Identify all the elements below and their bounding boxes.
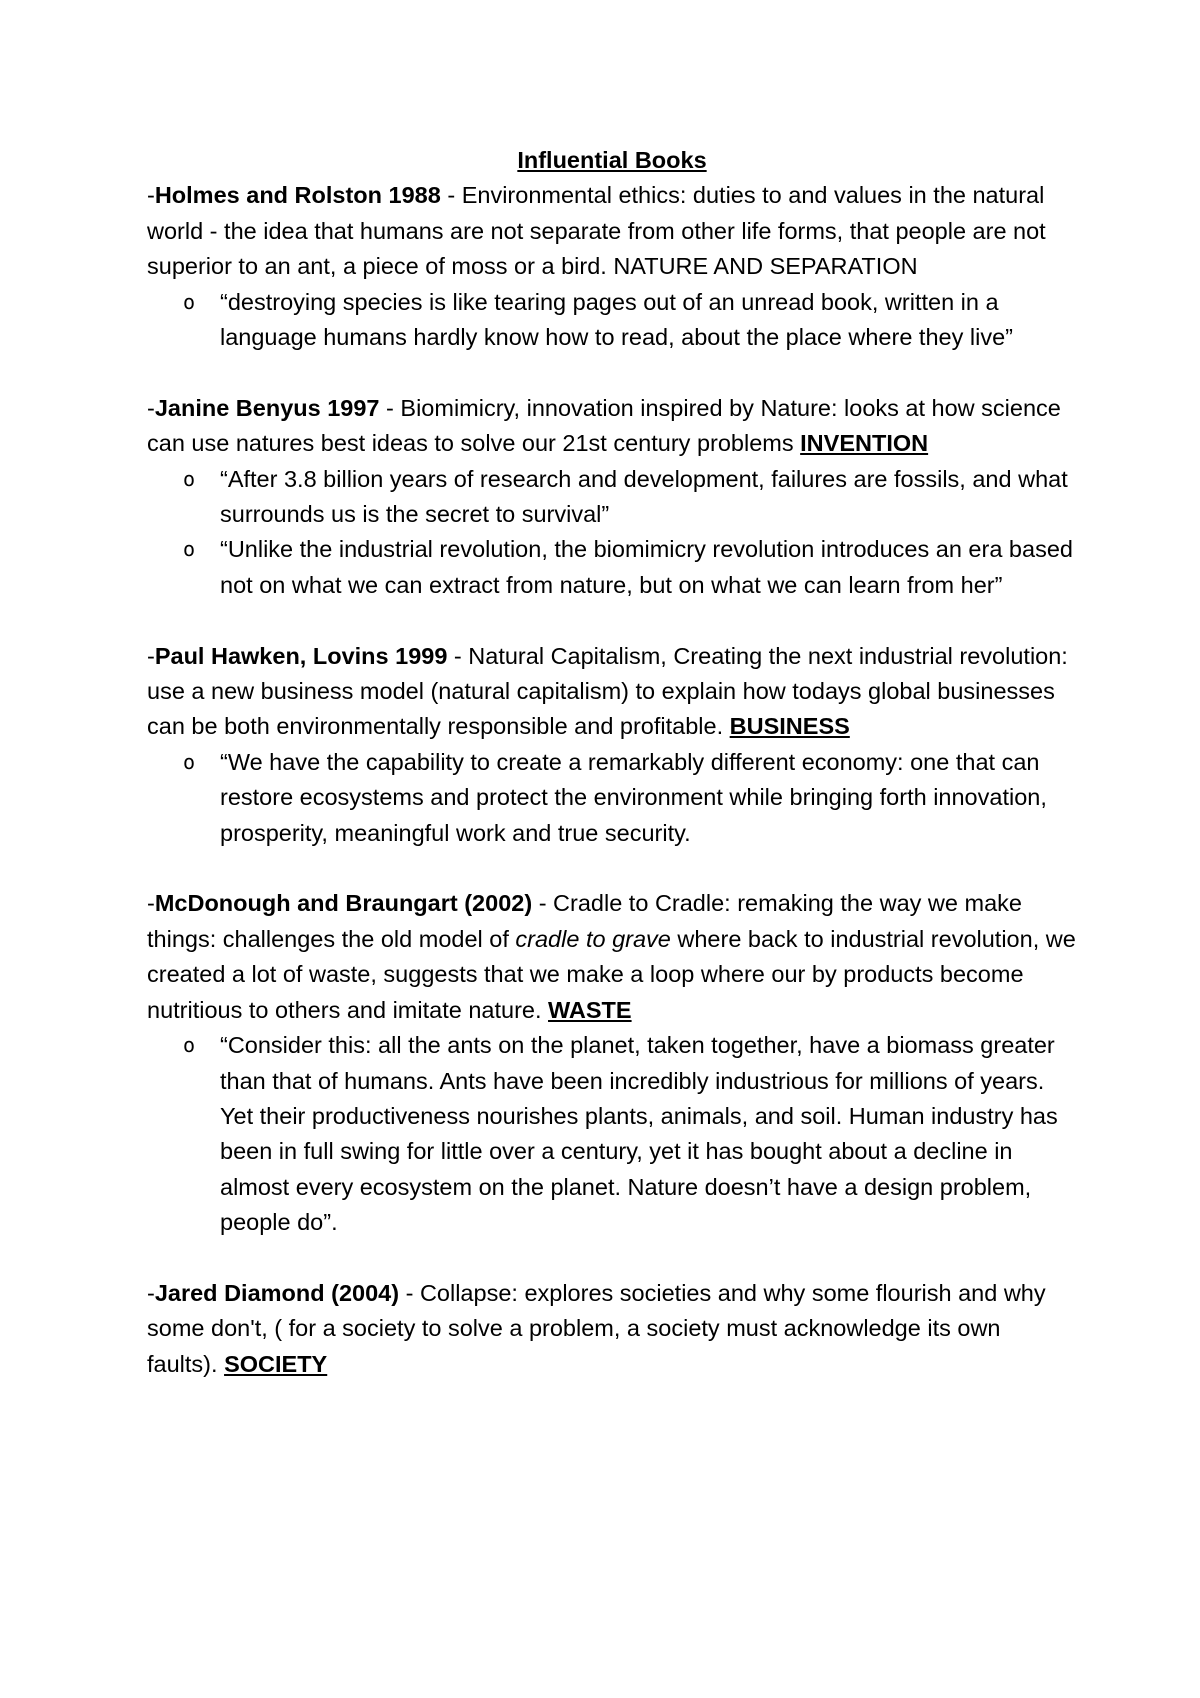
entry-description: - Environmental ethics: duties to and values in the natural world - the idea that humans are not separate from other life forms, that people are not superior to an ant, a piece of moss or a bird. NATURE AND SEPARATION [147,182,1046,280]
quote-item [147,745,1077,851]
entry-keyword: INVENTION [800,430,929,457]
book-entry-diamond [147,1276,1077,1382]
entry-paragraph [147,1276,1077,1382]
quote-text: “After 3.8 billion years of research and development, failures are fossils, and what surrounds us is the secret to survival” [220,465,1068,528]
entry-description-continued: where back to industrial revolution, we created a lot of waste, suggests that we make a loop where our by products become nutritious to others and imitate nature. [147,925,1076,1023]
bullet-icon: o [183,289,196,314]
entry-keyword: BUSINESS [729,713,850,740]
entry-italic-phrase: cradle to grave [515,925,671,952]
quote-text: “We have the capability to create a remarkably different economy: one that can restore ecosystems and protect the environment while bringing forth innovation, prosperity, meaningful work and true security. [220,748,1047,846]
page-title: Influential Books [517,147,707,173]
entry-description: - Collapse: explores societies and why some flourish and why some don't, ( for a society to solve a problem, a society must acknowledge its own faults). [147,1279,1046,1377]
entry-description: - Cradle to Cradle: remaking the way we make things: challenges the old model of [147,890,1022,952]
entry-paragraph [147,886,1077,1028]
entry-paragraph [147,178,1077,284]
quote-list [147,285,1077,356]
bullet-icon: o [183,749,196,774]
entry-prefix: - [147,642,155,669]
entry-author: McDonough and Braungart (2002) [154,890,533,917]
bullet-icon: o [183,1033,196,1058]
bullet-icon: o [183,466,196,491]
quote-text: “Unlike the industrial revolution, the biomimicry revolution introduces an era based not on what we can extract from nature, but on what we can learn from her” [220,536,1073,598]
quote-item [147,1028,1077,1240]
quote-item [147,462,1077,533]
book-entry-hawken-lovins [147,639,1077,851]
book-entry-holmes-rolston [147,178,1077,355]
entry-author: Paul Hawken, Lovins 1999 [154,642,448,669]
quote-list [147,1028,1077,1240]
entry-paragraph [147,639,1077,745]
entry-prefix: - [147,394,155,421]
book-entry-benyus [147,391,1077,603]
entry-keyword: WASTE [548,996,632,1023]
quote-text: “Consider this: all the ants on the planet, taken together, have a biomass greater than that of humans. Ants have been incredibly industrious for millions of years. Yet their productiveness nourishes plants, animals, and soil. Human industry has been in full swing for little over a century, yet it has bought about a decline in almost every ecosystem on the planet. Nature doesn’t have a design problem, people do”. [220,1032,1058,1236]
entry-keyword: SOCIETY [224,1350,328,1377]
entry-prefix: - [147,182,155,209]
book-entry-mcdonough-braungart [147,886,1077,1240]
bullet-icon: o [183,537,196,562]
entry-author: Janine Benyus 1997 [154,394,380,421]
quote-text: “destroying species is like tearing pages out of an unread book, written in a language humans hardly know how to read, about the place where they live” [220,288,1013,351]
entry-description: - Natural Capitalism, Creating the next industrial revolution: use a new business model (natural capitalism) to explain how todays global businesses can be both environmentally responsible and profitable. [147,642,1068,740]
entry-paragraph [147,391,1077,462]
entry-prefix: - [147,1279,155,1306]
entry-prefix: - [147,890,155,917]
quote-item [147,532,1077,603]
quote-item [147,285,1077,356]
entry-author: Jared Diamond (2004) [154,1279,400,1306]
entry-description: - Biomimicry, innovation inspired by Nature: looks at how science can use natures best ideas to solve our 21st century problems [147,394,1061,457]
quote-list [147,462,1077,604]
document-page [147,143,1077,1382]
quote-list [147,745,1077,851]
entry-author: Holmes and Rolston 1988 [154,182,441,209]
